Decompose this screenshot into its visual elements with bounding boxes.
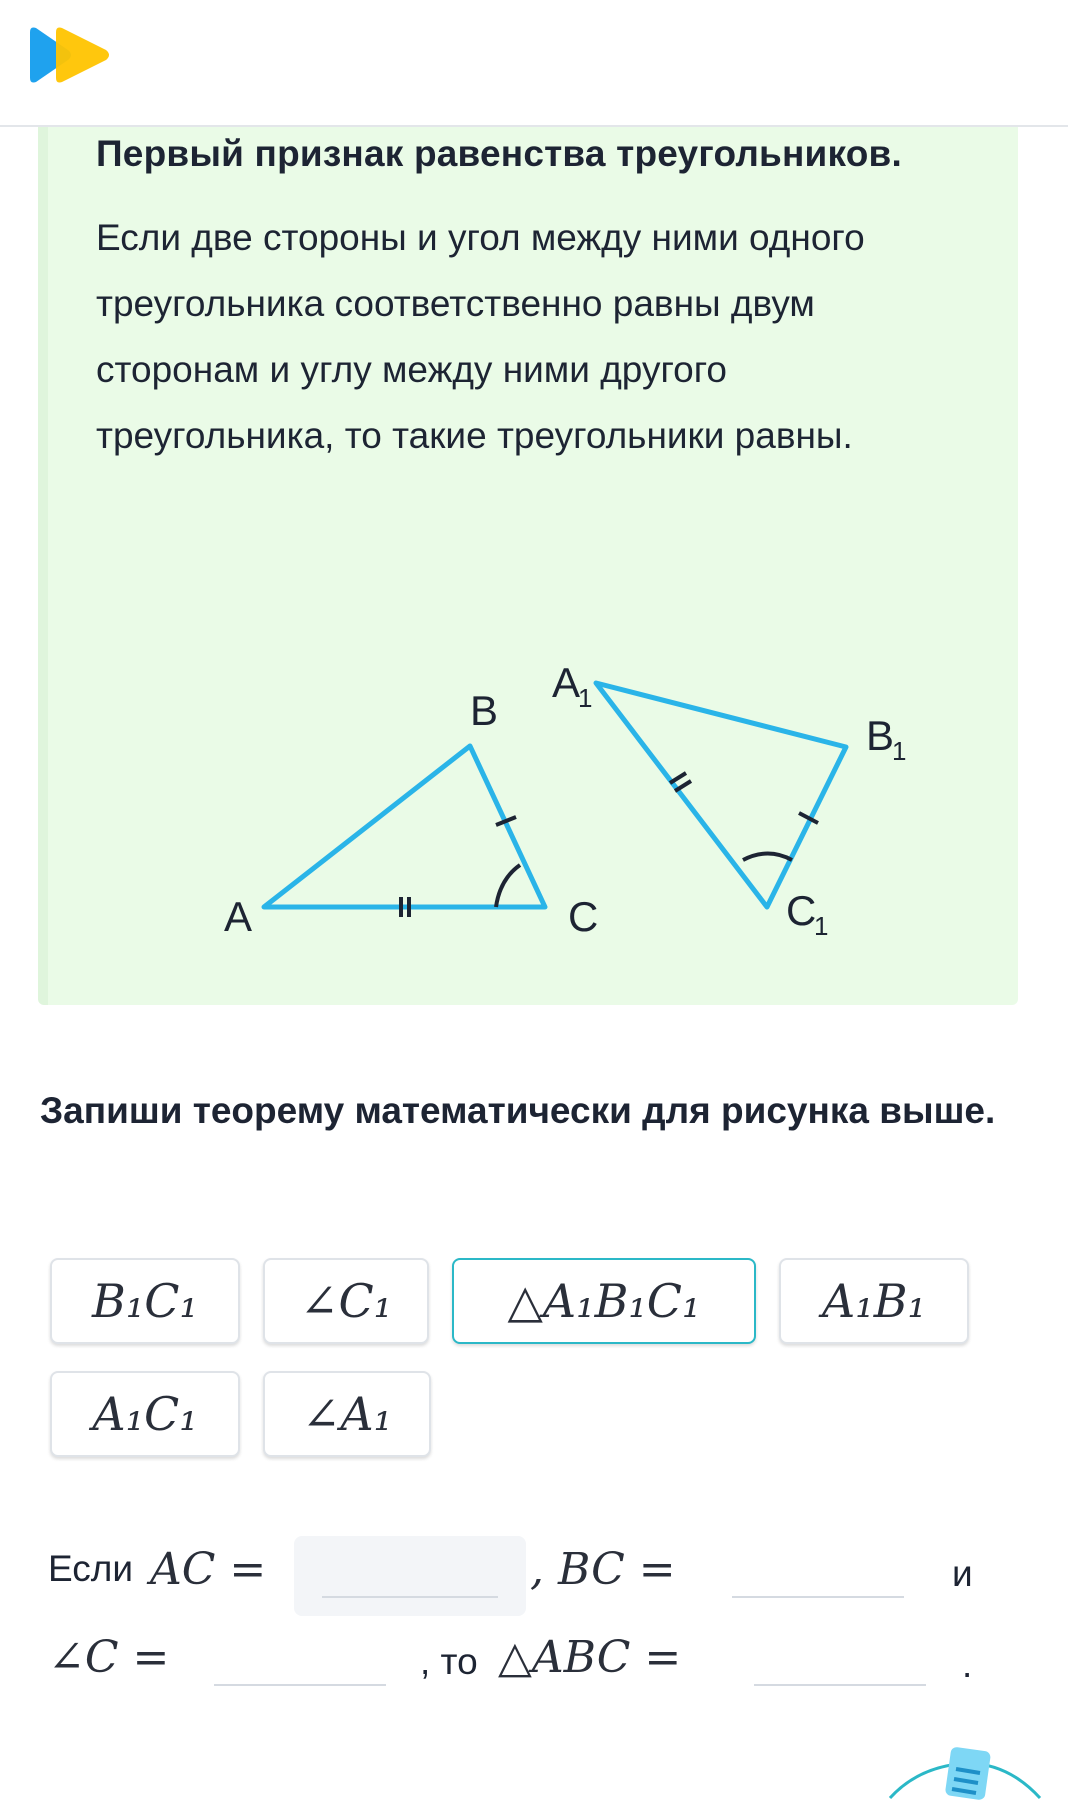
triangle-a1b1c1 (596, 683, 846, 907)
theory-title: Первый признак равенства треугольников. (96, 133, 902, 174)
theory-text-line: Если две стороны и угол между ними одного (96, 217, 865, 258)
theory-text-line: сторонам и углу между ними другого (96, 349, 727, 390)
theory-text-line: треугольника, то такие треугольники равны. (96, 415, 853, 456)
sentence-then: , то (420, 1641, 478, 1682)
top-bar (0, 0, 1068, 127)
theory-text (96, 205, 996, 469)
sentence-if: Если (48, 1548, 134, 1589)
sentence-ac: AC = (150, 1544, 267, 1595)
label-b1: B (866, 712, 895, 759)
label-b1-sub: 1 (892, 736, 907, 766)
label-c: C (568, 893, 599, 940)
label-c1: C (786, 887, 817, 934)
label-a: A (224, 893, 253, 940)
theory-card (38, 127, 1018, 1005)
option-chip-angle-c1[interactable]: ∠C₁ (263, 1258, 429, 1344)
label-a1-sub: 1 (578, 683, 593, 713)
label-c1-sub: 1 (814, 911, 829, 941)
answer-slot-3[interactable] (214, 1620, 386, 1686)
notes-helper-button[interactable] (880, 1745, 1040, 1803)
sentence-angle-c: ∠C = (48, 1632, 170, 1683)
sentence-abc: △ABC = (498, 1632, 682, 1683)
answer-slot-4[interactable] (754, 1620, 926, 1686)
tick-a1c1 (670, 773, 686, 783)
option-chip-a1c1[interactable]: A₁C₁ (50, 1371, 240, 1457)
label-a1: A (552, 659, 581, 706)
answer-slot-1[interactable] (294, 1536, 526, 1616)
option-chip-angle-a1[interactable]: ∠A₁ (263, 1371, 431, 1457)
sentence-bc: , BC = (530, 1544, 676, 1595)
task-prompt: Запиши теорему математически для рисунка выше. (40, 1090, 996, 1131)
label-b: B (470, 687, 499, 734)
answer-slot-2[interactable] (732, 1532, 904, 1598)
theory-text-line: треугольника соответственно равны двум (96, 283, 815, 324)
option-chip-triangle-a1b1c1[interactable]: △A₁B₁C₁ (452, 1258, 756, 1344)
triangles-figure (178, 517, 907, 957)
angle-arc-c1 (743, 854, 792, 861)
option-chip-a1b1[interactable]: A₁B₁ (779, 1258, 969, 1344)
sentence-period: . (962, 1644, 973, 1685)
sentence-and: и (952, 1553, 973, 1594)
option-chip-b1c1[interactable]: B₁C₁ (50, 1258, 240, 1344)
angle-arc-c (496, 865, 520, 907)
play-logo-icon[interactable] (28, 26, 112, 89)
